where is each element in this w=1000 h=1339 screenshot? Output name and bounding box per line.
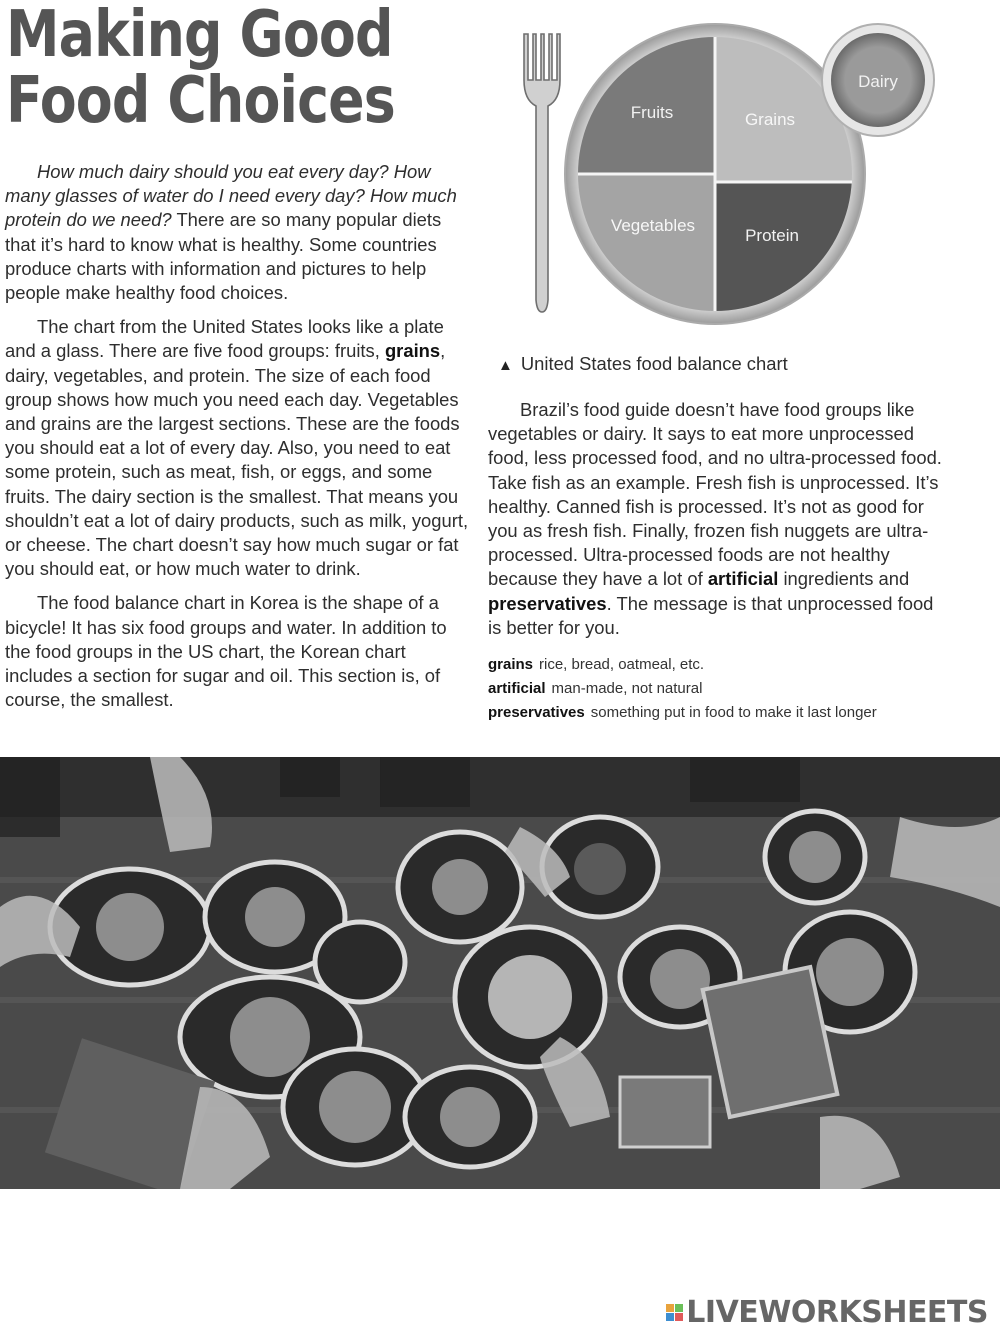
glossary-term: artificial — [488, 680, 546, 697]
paragraph-intro — [5, 160, 469, 305]
glossary-entry — [488, 653, 958, 677]
label-vegetables: Vegetables — [610, 216, 696, 235]
paragraph-us-chart — [5, 315, 469, 581]
keyword-artificial: artificial — [707, 568, 779, 590]
shared-meal-photo — [0, 757, 1000, 1189]
triangle-up-icon: ▲ — [498, 357, 513, 374]
liveworksheets-logo-icon — [666, 1304, 683, 1321]
brazil-text-a: Brazil’s food guide doesn’t have food groups like vegetables or dairy. It says to eat more unprocessed food, less processed food, and no ultra-processed food. Take fish as an example. Fresh fish is unprocessed. It’s healthy. Canned fish is processed. It’s not as good for you as fresh fish. Finally, frozen fish nuggets are ultra-processed. Ultra-processed foods are not healthy because they have a lot of — [488, 399, 942, 590]
right-column — [488, 398, 950, 650]
us-chart-text-b: , dairy, vegetables, and protein. The size of each food group shows how much you need each day. Vegetables and grains are the largest sections. These are the foods you should eat a lot of every day. Also, you need to eat some protein, such as meat, fish, or eggs, and some fruits. The dairy section is the smallest. That means you shouldn’t eat a lot of dairy products, such as milk, yogurt, or cheese. The chart doesn’t say how much sugar or fat you should eat, or how much water to drink. — [5, 340, 469, 580]
us-food-balance-chart — [500, 20, 970, 330]
keyword-preservatives: preservatives — [488, 592, 607, 614]
left-column — [5, 160, 469, 722]
intro-text: There are so many popular diets that it’s hard to know what is healthy. Some countries produce charts with information and pictures to help people make healthy food choices. — [5, 209, 442, 304]
paragraph-brazil — [488, 398, 950, 640]
us-chart-text-a: The chart from the United States looks like a plate and a glass. There are five food groups: fruits, — [5, 316, 444, 362]
liveworksheets-brand — [666, 1294, 988, 1330]
glossary-definition: something put in food to make it last longer — [590, 704, 877, 721]
chart-caption — [498, 353, 788, 375]
label-protein: Protein — [745, 226, 799, 245]
glossary-entry — [488, 701, 958, 725]
glossary-term: grains — [488, 656, 534, 673]
title-line-1: Making Good — [6, 0, 393, 72]
label-fruits: Fruits — [630, 103, 674, 122]
paragraph-korea-chart: The food balance chart in Korea is the shape of a bicycle! It has six food groups and water. In addition to the food groups in the US chart, the Korean chart includes a section for sugar and oil. This section is, of course, the smallest. — [5, 592, 447, 711]
glossary-definition: man-made, not natural — [551, 680, 703, 697]
glossary-term: preservatives — [488, 704, 585, 721]
keyword-grains: grains — [384, 340, 441, 362]
glossary — [488, 653, 958, 725]
intro-questions: How much dairy should you eat every day? How many glasses of water do I need every day? How much protein do we need? — [5, 161, 457, 231]
fork-icon — [524, 34, 560, 312]
plate — [565, 24, 865, 324]
glossary-definition: rice, bread, oatmeal, etc. — [539, 656, 705, 673]
glossary-entry — [488, 677, 958, 701]
label-dairy: Dairy — [858, 72, 898, 91]
brand-text: LIVEWORKSHEETS — [686, 1294, 988, 1330]
page-title — [6, 0, 395, 138]
dairy-glass — [822, 24, 934, 136]
label-grains: Grains — [744, 110, 796, 129]
title-line-2: Food Choices — [6, 64, 395, 138]
brazil-text-b: ingredients and — [778, 568, 910, 590]
brazil-text-c: . The message is that unprocessed food is better for you. — [488, 592, 934, 638]
caption-text: United States food balance chart — [520, 353, 788, 374]
